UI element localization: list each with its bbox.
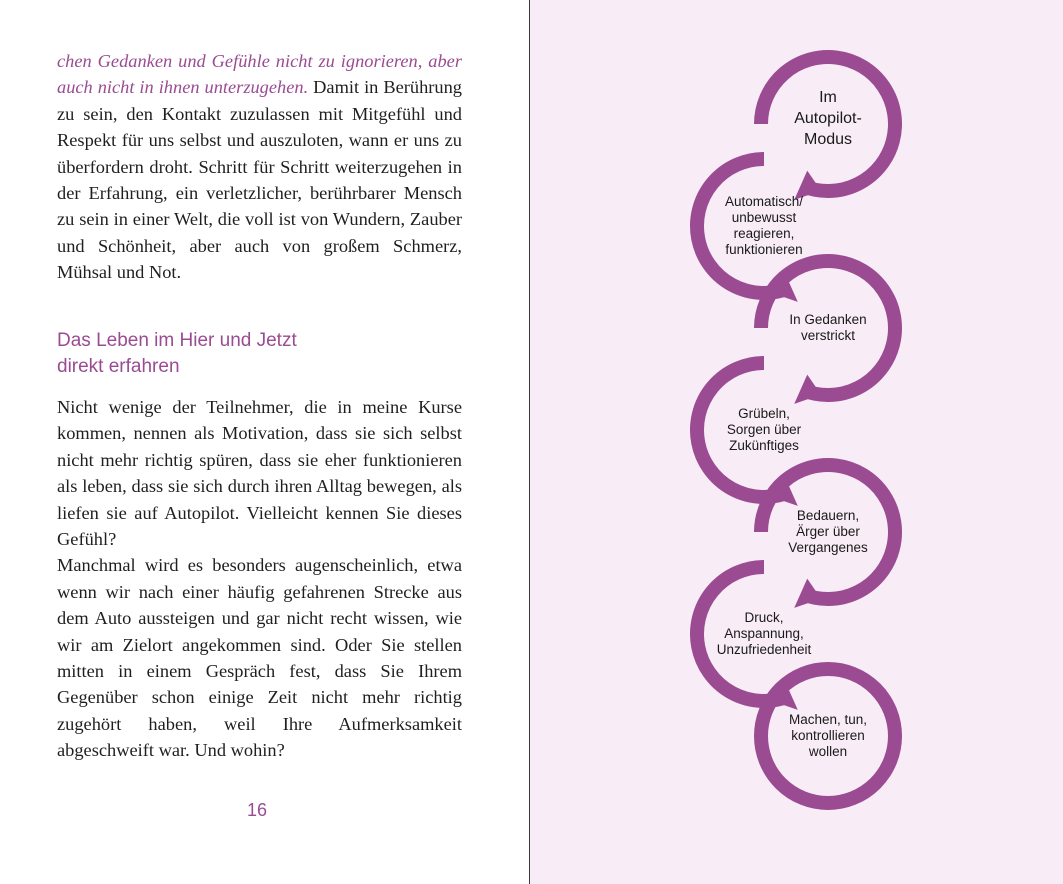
- cycle-step-label: Bedauern, Ärger über Vergangenes: [788, 508, 868, 555]
- cycle-step-label: Machen, tun, kontrollieren wollen: [788, 712, 868, 759]
- paragraph-text: Manchmal wird es besonders augenscheinlich, etwa wenn wir nach einer häufig gefahrenen Strecke aus dem Auto aussteigen und gar nicht recht wissen, wie wir am Zielort angekommen sind. Oder Sie stellen mitten in einem Gespräch fest, dass Sie Ihrem Gegenüber schon einige Zeit nicht mehr richtig zugehört haben, weil Ihre Aufmerksamkeit abgeschweift war. Und wohin?: [57, 555, 462, 761]
- cycle-step-label: Automatisch/ unbewusst reagieren, funktionieren: [724, 194, 804, 257]
- section-heading-line-2: direkt erfahren: [57, 356, 180, 377]
- cycle-step-label: In Gedanken verstrickt: [789, 312, 867, 343]
- page-number: 16: [246, 800, 268, 820]
- section-heading: [57, 328, 477, 380]
- paragraph-text: Nicht wenige der Teilnehmer, die in meine Kurse kommen, nennen als Motivation, dass sie sich selbst nicht mehr richtig spüren, dass sie eher funktionieren als leben, dass sie sich durch ihren Alltag bewegen, als liefen sie auf Autopilot. Vielleicht kennen Sie dieses Gefühl?: [57, 397, 462, 550]
- cycle-step-label: Im Autopilot- Modus: [794, 88, 862, 148]
- right-page: [530, 0, 1063, 884]
- body-paragraph: [57, 394, 462, 764]
- cycle-step-label: Druck, Anspannung, Unzufriedenheit: [716, 610, 812, 657]
- section-heading-line-1: Das Leben im Hier und Jetzt: [57, 330, 297, 351]
- paragraph-text: Damit in Berührung zu sein, den Kontakt zuzulassen mit Mitgefühl und Respekt für uns selbst und auszuloten, wann er uns zu überfordern droht. Schritt für Schritt weiterzugehen in der Erfahrung, ein verletzlicher, berührbarer Mensch zu sein in einer Welt, die voll ist von Wundern, Zauber und Schönheit, aber auch von großem Schmerz, Mühsal und Not.: [57, 77, 462, 283]
- cycle-step-label: Grübeln, Sorgen über Zukünftiges: [726, 406, 802, 453]
- emphasized-text: chen Gedanken und Gefühle nicht zu ignorieren, aber auch nicht in ihnen unterzugehen.: [57, 51, 462, 98]
- body-paragraph: [57, 48, 462, 286]
- left-page: [0, 0, 529, 884]
